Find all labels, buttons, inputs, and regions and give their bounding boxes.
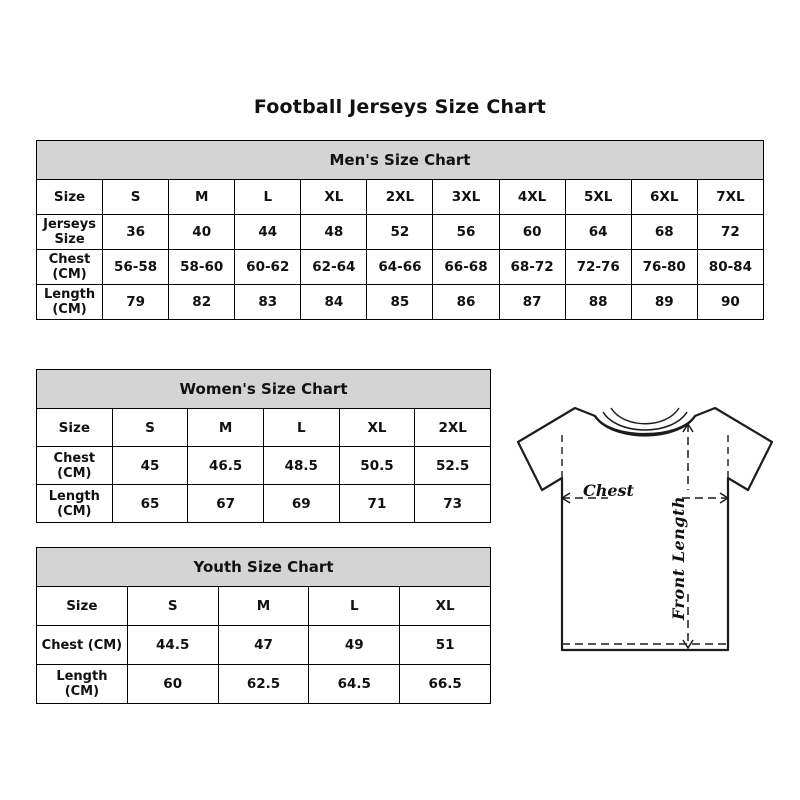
table-row (37, 409, 491, 447)
cell: 56-58 (103, 250, 169, 285)
cell: 72-76 (565, 250, 631, 285)
table-row (37, 626, 491, 665)
table-row (37, 285, 764, 320)
cell: 85 (367, 285, 433, 320)
row-header-size: Size (37, 587, 128, 626)
cell: 62-64 (301, 250, 367, 285)
col-header: M (188, 409, 264, 447)
cell: 71 (339, 485, 415, 523)
row-header: Chest (CM) (37, 250, 103, 285)
col-header: XL (400, 587, 491, 626)
col-header: M (169, 180, 235, 215)
womens-size-chart-table (36, 369, 491, 523)
cell: 76-80 (631, 250, 697, 285)
cell: 45 (112, 447, 188, 485)
mens-size-chart-table (36, 140, 764, 320)
youth-table-caption: Youth Size Chart (37, 548, 491, 587)
row-header-size: Size (37, 180, 103, 215)
tshirt-outline-icon (500, 398, 790, 688)
cell: 69 (263, 485, 339, 523)
row-header: Length (CM) (37, 485, 113, 523)
row-header: Length (CM) (37, 665, 128, 704)
cell: 68-72 (499, 250, 565, 285)
cell: 58-60 (169, 250, 235, 285)
cell: 60-62 (235, 250, 301, 285)
cell: 60 (127, 665, 218, 704)
womens-table-caption: Women's Size Chart (37, 370, 491, 409)
table-row (37, 447, 491, 485)
cell: 64 (565, 215, 631, 250)
col-header: 7XL (697, 180, 763, 215)
cell: 60 (499, 215, 565, 250)
cell: 66-68 (433, 250, 499, 285)
col-header: S (103, 180, 169, 215)
cell: 73 (415, 485, 491, 523)
col-header: S (112, 409, 188, 447)
table-row (37, 180, 764, 215)
cell: 80-84 (697, 250, 763, 285)
col-header: 2XL (415, 409, 491, 447)
col-header: 6XL (631, 180, 697, 215)
cell: 79 (103, 285, 169, 320)
cell: 56 (433, 215, 499, 250)
cell: 51 (400, 626, 491, 665)
page-title: Football Jerseys Size Chart (253, 96, 547, 118)
col-header: M (218, 587, 309, 626)
row-header-size: Size (37, 409, 113, 447)
table-row (37, 485, 491, 523)
cell: 82 (169, 285, 235, 320)
col-header: 3XL (433, 180, 499, 215)
col-header: L (263, 409, 339, 447)
row-header: Jerseys Size (37, 215, 103, 250)
cell: 48 (301, 215, 367, 250)
cell: 36 (103, 215, 169, 250)
chest-measure-label: Chest (583, 481, 634, 500)
cell: 46.5 (188, 447, 264, 485)
row-header: Chest (CM) (37, 447, 113, 485)
cell: 52.5 (415, 447, 491, 485)
cell: 72 (697, 215, 763, 250)
table-row (37, 665, 491, 704)
cell: 49 (309, 626, 400, 665)
table-row (37, 250, 764, 285)
mens-table-caption: Men's Size Chart (37, 141, 764, 180)
col-header: S (127, 587, 218, 626)
cell: 84 (301, 285, 367, 320)
cell: 87 (499, 285, 565, 320)
cell: 66.5 (400, 665, 491, 704)
col-header: L (309, 587, 400, 626)
cell: 44.5 (127, 626, 218, 665)
col-header: 4XL (499, 180, 565, 215)
front-length-measure-label: Front Length (669, 496, 688, 621)
cell: 83 (235, 285, 301, 320)
cell: 50.5 (339, 447, 415, 485)
cell: 86 (433, 285, 499, 320)
cell: 47 (218, 626, 309, 665)
cell: 65 (112, 485, 188, 523)
cell: 64.5 (309, 665, 400, 704)
cell: 67 (188, 485, 264, 523)
row-header: Chest (CM) (37, 626, 128, 665)
col-header: 5XL (565, 180, 631, 215)
table-row (37, 215, 764, 250)
cell: 44 (235, 215, 301, 250)
col-header: XL (301, 180, 367, 215)
table-row (37, 587, 491, 626)
cell: 68 (631, 215, 697, 250)
col-header: XL (339, 409, 415, 447)
cell: 48.5 (263, 447, 339, 485)
cell: 89 (631, 285, 697, 320)
col-header: 2XL (367, 180, 433, 215)
cell: 64-66 (367, 250, 433, 285)
youth-size-chart-table (36, 547, 491, 704)
cell: 62.5 (218, 665, 309, 704)
row-header: Length (CM) (37, 285, 103, 320)
cell: 40 (169, 215, 235, 250)
cell: 52 (367, 215, 433, 250)
cell: 88 (565, 285, 631, 320)
col-header: L (235, 180, 301, 215)
cell: 90 (697, 285, 763, 320)
